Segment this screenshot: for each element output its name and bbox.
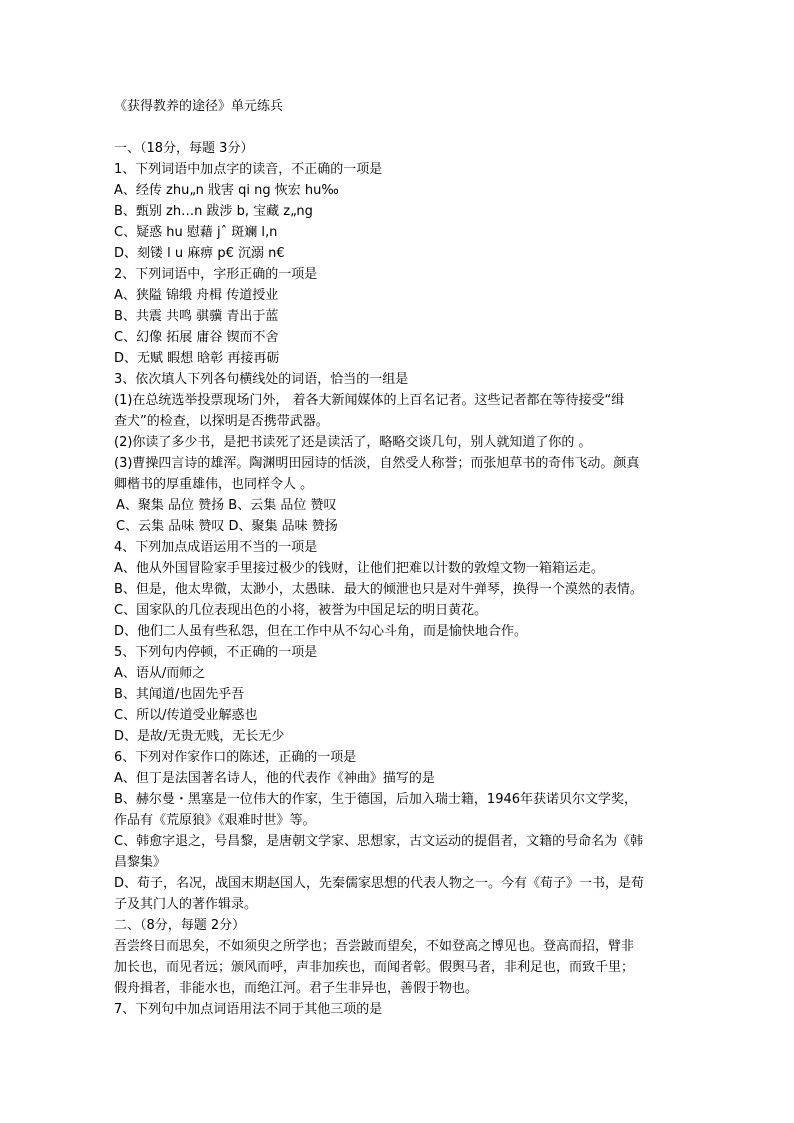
- passage-line: 加长也，而见者远；颁风而呼，声非加疾也，而闻者彰。假舆马者，非利足也，而致千里；: [114, 960, 635, 975]
- question-3: 3、依次填人下列各句横线处的词语，恰当的一组是: [114, 372, 409, 387]
- option-line: A、狭隘 锦缎 舟楫 传道授业: [114, 288, 279, 303]
- option-line: A、但丁是法国著名诗人，他的代表作《神曲》描写的是: [114, 771, 435, 786]
- question-7: [114, 1020, 694, 1041]
- option-line: C、所以/传道受业解惑也: [114, 708, 258, 723]
- question-1: 1、下列词语中加点字的读音，不正确的一项是: [114, 162, 383, 177]
- question-4: 4、下列加点成语运用不当的一项是: [114, 540, 318, 555]
- sentence-line: (1)在总统选举投票现场门外， 着各大新闻媒体的上百名记者。这些记者都在等待接受“缉: [114, 393, 625, 408]
- option-line: D、是故/无贵无贱，无长无少: [114, 729, 285, 744]
- option-line: C、幻像 拓展 庸谷 锲而不舍: [114, 330, 279, 345]
- option-line: 作品有《荒原狼》《艰难时世》等。: [114, 813, 316, 828]
- document-page: [114, 96, 694, 1041]
- option-line: A、他从外国冒险家手里接过极少的钱财，让他们把难以计数的敦煌文物一箱箱运走。: [114, 561, 604, 576]
- document-title: 《获得教养的途径》单元练兵: [114, 99, 284, 114]
- passage-line: 7、下列句中加点词语用法不同于其他三项的是: [114, 1002, 383, 1017]
- sentence-line: 卿楷书的厚重雄伟，也同样令人 。: [114, 477, 314, 492]
- option-line: C、国家队的几位表现出色的小将，被誉为中国足坛的明日黄花。: [114, 603, 488, 618]
- option-line: A、经传 zhu„n 戕害 qi ng 恢宏 hu‰: [114, 183, 339, 198]
- option-line: B、甄别 zh…n 跋涉 b, 宝藏 z„ng: [114, 204, 313, 219]
- option-line: 子及其门人的著作辑录。: [114, 897, 258, 912]
- option-line: B、其闻道/也固先乎吾: [114, 687, 245, 702]
- sentence-line: 查犬”的检查，以探明是否携带武器。: [114, 414, 329, 429]
- option-line: D、荀子，名况，战国末期赵国人，先秦儒家思想的代表人物之一。今有《荀子》一书，是荀: [114, 876, 645, 891]
- option-line: D、无赋 睱想 晗彰 再接再砺: [114, 351, 280, 366]
- option-line: C、云集 品味 赞叹 D、聚集 品味 赞扬: [116, 519, 338, 534]
- passage-line: 假舟揖者，非能水也，而绝江河。君子生非异也，善假于物也。: [114, 981, 479, 996]
- option-line: B、赫尔曼・黑塞是一位伟大的作家，生于德国，后加入瑞士籍，1946年获诺贝尔文学奖，: [114, 792, 638, 807]
- option-line: A、聚集 品位 赞扬 B、云集 品位 赞叹: [116, 498, 337, 513]
- section-heading: 一、（18分，每题 3分）: [114, 141, 254, 156]
- option-line: D、他们二人虽有些私怨，但在工作中从不勾心斗角，而是愉快地合作。: [114, 624, 528, 639]
- blank-line: [114, 117, 694, 138]
- option-line: A、语从/而师之: [114, 666, 206, 681]
- question-5: 5、下列句内停顿，不正确的一项是: [114, 645, 318, 660]
- option-line: 昌黎集》: [114, 855, 167, 870]
- sentence-line: (2)你读了多少书，是把书读死了还是读活了，略略交谈几句，别人就知道了你的 。: [114, 435, 592, 450]
- question-6: 6、下列对作家作口的陈述，正确的一项是: [114, 750, 357, 765]
- question-2: 2、下列词语中，字形正确的一项是: [114, 267, 318, 282]
- passage-line: 吾尝终日而思矣，不如须臾之所学也；吾尝跛而望矣，不如登高之博见也。登高而招，臂非: [114, 939, 635, 954]
- option-line: C、韩愈字退之，号昌黎，是唐朝文学家、思想家，古文运动的提倡者，文籍的号命名为《韩: [114, 834, 644, 849]
- option-line: C、疑惑 hu 慰藉 jˆ 斑斓 l‚n: [114, 225, 278, 240]
- option-line: B、但是，他太卑微，太渺小，太愚昧．最大的倾泄也只是对牛弹琴，换得一个漠然的表情。: [114, 582, 643, 597]
- option-line: D、刻镂 l u 麻痹 p€ 沉溺 n€: [114, 246, 285, 261]
- section-heading: 二、（8分，每题 2分）: [114, 918, 246, 933]
- sentence-line: (3)曹操四言诗的雄浑。陶渊明田园诗的恬淡，自然受人称誉；而张旭草书的奇伟飞动。颜真: [114, 456, 640, 471]
- option-line: B、共震 共鸣 骐骥 青出于蓝: [114, 309, 279, 324]
